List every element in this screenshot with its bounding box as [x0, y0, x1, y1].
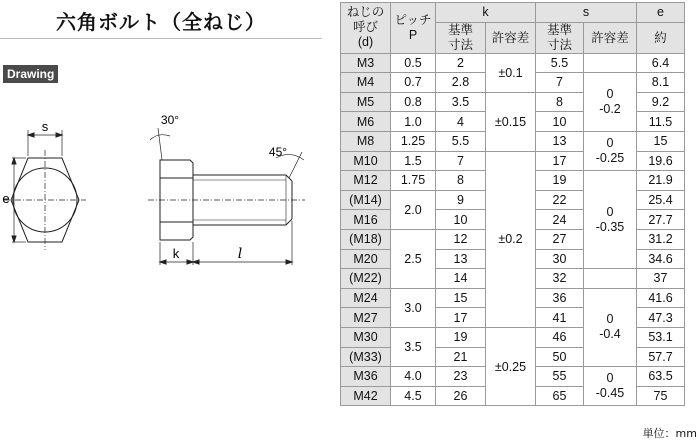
cell-k: 13	[436, 249, 486, 269]
cell-k: 26	[436, 386, 486, 406]
cell-d: M20	[341, 249, 391, 269]
cell-e: 15	[637, 131, 685, 151]
s-tol-upper: 0	[606, 312, 614, 327]
label-45deg: 45°	[268, 145, 288, 159]
s-tol-lower: -0.35	[595, 219, 625, 234]
cell-p: 1.75	[391, 171, 436, 191]
cell-e: 31.2	[637, 229, 685, 249]
cell-k-tol: ±0.2	[486, 151, 536, 327]
cell-s: 5.5	[536, 53, 584, 73]
cell-s-tol	[584, 73, 637, 132]
cell-e: 41.6	[637, 288, 685, 308]
cell-p: 1.5	[391, 151, 436, 171]
label-e: e	[2, 191, 10, 206]
unit-note: 単位：mm	[642, 427, 697, 440]
cell-s: 36	[536, 288, 584, 308]
label-s: s	[41, 119, 49, 134]
cell-e: 8.1	[637, 73, 685, 93]
header-s-base-line1: 基準	[546, 22, 572, 37]
cell-s: 8	[536, 92, 584, 112]
cell-d: M27	[341, 308, 391, 328]
cell-d: M30	[341, 327, 391, 347]
page-title: 六角ボルト（全ねじ）	[56, 10, 266, 34]
header-pitch-line2: P	[408, 27, 418, 42]
cell-e: 6.4	[637, 53, 685, 73]
cell-k: 23	[436, 367, 486, 387]
cell-d: (M18)	[341, 229, 391, 249]
header-d-line2: 呼び	[352, 20, 378, 35]
cell-k: 2	[436, 53, 486, 73]
cell-e: 57.7	[637, 347, 685, 367]
cell-p: 4.0	[391, 367, 436, 387]
cell-k: 5.5	[436, 131, 486, 151]
cell-s: 22	[536, 190, 584, 210]
cell-s-tol	[584, 171, 637, 269]
cell-p: 3.5	[391, 327, 436, 366]
s-tol-upper: 0	[606, 371, 614, 386]
cell-s: 32	[536, 269, 584, 289]
spec-table	[340, 2, 685, 406]
s-tol-upper: 0	[606, 87, 614, 102]
cell-s: 13	[536, 131, 584, 151]
cell-d: M16	[341, 210, 391, 230]
cell-s: 55	[536, 367, 584, 387]
s-tol-upper: 0	[606, 204, 614, 219]
header-s-tol: 許容差	[584, 22, 637, 53]
cell-s-tol-empty	[584, 53, 637, 73]
bolt-drawing	[0, 100, 330, 275]
cell-s-tol-empty	[584, 269, 637, 289]
header-pitch-line1: ピッチ	[394, 12, 432, 27]
header-k-tol: 許容差	[486, 22, 536, 53]
cell-e: 47.3	[637, 308, 685, 328]
cell-s: 7	[536, 73, 584, 93]
cell-p: 4.5	[391, 386, 436, 406]
cell-e: 11.5	[637, 112, 685, 132]
cell-p: 0.8	[391, 92, 436, 112]
cell-d: M6	[341, 112, 391, 132]
cell-s: 30	[536, 249, 584, 269]
header-s-base	[536, 22, 584, 53]
cell-e: 34.6	[637, 249, 685, 269]
cell-e: 63.5	[637, 367, 685, 387]
header-s-base-line2: 寸法	[546, 37, 572, 52]
cell-k-tol: ±0.25	[486, 327, 536, 405]
table-row	[341, 53, 685, 73]
cell-p: 3.0	[391, 288, 436, 327]
header-e-approx: 約	[637, 22, 685, 53]
cell-p: 2.0	[391, 190, 436, 229]
drawing-badge: Drawing	[3, 65, 58, 83]
header-k-base-line2: 寸法	[447, 37, 473, 52]
cell-k: 19	[436, 327, 486, 347]
cell-k: 8	[436, 171, 486, 191]
cell-d: M12	[341, 171, 391, 191]
cell-s: 50	[536, 347, 584, 367]
cell-e: 27.7	[637, 210, 685, 230]
header-pitch	[391, 3, 436, 54]
cell-e: 75	[637, 386, 685, 406]
cell-s: 10	[536, 112, 584, 132]
cell-d: M8	[341, 131, 391, 151]
cell-k: 10	[436, 210, 486, 230]
cell-k: 15	[436, 288, 486, 308]
cell-p: 1.25	[391, 131, 436, 151]
s-tol-lower: -0.2	[599, 102, 621, 117]
cell-k: 17	[436, 308, 486, 328]
cell-e: 25.4	[637, 190, 685, 210]
cell-s: 24	[536, 210, 584, 230]
cell-e: 53.1	[637, 327, 685, 347]
cell-p: 0.7	[391, 73, 436, 93]
cell-d: M4	[341, 73, 391, 93]
header-d-line1: ねじの	[346, 5, 385, 20]
cell-k: 7	[436, 151, 486, 171]
header-d	[341, 3, 391, 54]
cell-e: 9.2	[637, 92, 685, 112]
s-tol-lower: -0.45	[595, 386, 625, 401]
cell-s: 27	[536, 229, 584, 249]
cell-e: 21.9	[637, 171, 685, 191]
cell-p: 0.5	[391, 53, 436, 73]
cell-d: M42	[341, 386, 391, 406]
title-bar	[0, 0, 322, 39]
cell-e: 19.6	[637, 151, 685, 171]
cell-k: 3.5	[436, 92, 486, 112]
cell-d: M36	[341, 367, 391, 387]
cell-s: 17	[536, 151, 584, 171]
cell-s: 65	[536, 386, 584, 406]
hex-end-view	[4, 130, 86, 250]
cell-d: M24	[341, 288, 391, 308]
cell-d: (M22)	[341, 269, 391, 289]
cell-k: 14	[436, 269, 486, 289]
cell-s: 19	[536, 171, 584, 191]
cell-p: 1.0	[391, 112, 436, 132]
cell-s: 46	[536, 327, 584, 347]
cell-k-tol: ±0.15	[486, 92, 536, 151]
cell-s: 41	[536, 308, 584, 328]
cell-k: 4	[436, 112, 486, 132]
cell-d: (M14)	[341, 190, 391, 210]
s-tol-lower: -0.4	[599, 327, 621, 342]
cell-d: M5	[341, 92, 391, 112]
cell-e: 37	[637, 269, 685, 289]
s-tol-upper: 0	[606, 136, 614, 151]
header-d-line3: (d)	[357, 35, 374, 50]
cell-p: 2.5	[391, 229, 436, 288]
cell-d: M10	[341, 151, 391, 171]
cell-s-tol	[584, 288, 637, 366]
header-k: k	[436, 3, 536, 23]
cell-k: 21	[436, 347, 486, 367]
header-e: e	[637, 3, 685, 23]
header-k-base	[436, 22, 486, 53]
cell-s-tol	[584, 131, 637, 170]
cell-s-tol	[584, 367, 637, 406]
cell-k: 2.8	[436, 73, 486, 93]
cell-d: M3	[341, 53, 391, 73]
label-30deg: 30°	[160, 113, 180, 127]
label-l: l	[237, 246, 243, 262]
cell-d: (M33)	[341, 347, 391, 367]
cell-k: 9	[436, 190, 486, 210]
s-tol-lower: -0.25	[595, 151, 625, 166]
cell-k-tol: ±0.1	[486, 53, 536, 92]
header-s: s	[536, 3, 637, 23]
cell-k: 12	[436, 229, 486, 249]
header-k-base-line1: 基準	[447, 22, 473, 37]
label-k: k	[172, 246, 180, 261]
